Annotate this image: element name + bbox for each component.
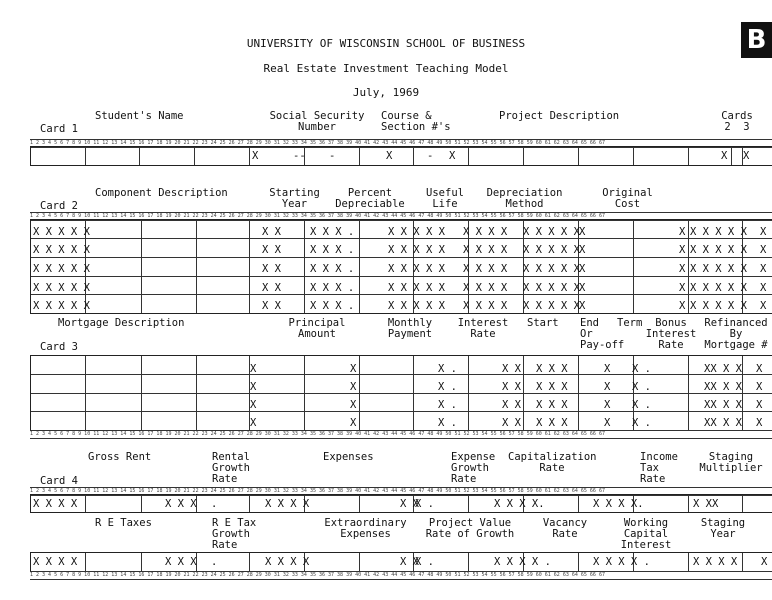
income-tax-marks: X X X X.	[593, 498, 644, 510]
header-expenses: Expenses	[323, 451, 374, 463]
card2-row-1-field-g: X X X X X	[523, 226, 580, 238]
header-principal-amount: Principal Amount	[288, 317, 346, 340]
re-tax-growth-marks: X X X	[165, 556, 197, 568]
card3-row-4-field-t: X .	[632, 417, 651, 429]
gross-rent-marks: X X X X	[33, 498, 78, 510]
header-start: Start	[527, 317, 559, 329]
card2-row-2-field-d: X X X	[388, 244, 420, 256]
card2-row-4-field-j: X X X X X	[690, 282, 747, 294]
card2-row-5-field-g: X X X X X	[523, 300, 580, 312]
card2-row-4-field-i: X	[679, 282, 686, 294]
header-student-name: Student's Name	[95, 110, 184, 122]
card3-row-3-field-s: X X X	[536, 399, 568, 411]
re-tax-growth-decimal: .	[211, 556, 218, 568]
card2-row-5-field-i: X	[679, 300, 686, 312]
header-income-tax-rate: Income Tax Rate	[640, 451, 678, 485]
card2-row-2-field-k: X	[760, 244, 767, 256]
header-useful-life: Useful Life	[426, 187, 464, 210]
card1-column-scale: 1 2 3 4 5 6 7 8 9 10 11 12 13 14 15 16 17 18 19 20 21 22 23 24 25 26 27 28 29 30 31 32 33 34 35 36 37 38 39 40 41 42 43 44 45 46 47 48 49 50 51 52 53 54 55 56 57 58 59 60 61 62 63 64 65 66 67	[30, 139, 772, 148]
card3-row-1-field-t: X .	[632, 363, 651, 375]
card2-row-3-field-d: X X X	[388, 263, 420, 275]
card3-row-2-field-r: XX X X	[704, 381, 742, 393]
extraordinary-end-marks: X X	[400, 556, 419, 568]
header-refinanced-by: Refinanced By Mortgage #	[704, 317, 768, 351]
card2-row-2-field-i: X	[679, 244, 686, 256]
card3-row-4-field-s: X X X	[536, 417, 568, 429]
card2-row-4-field-b: X X	[262, 282, 281, 294]
card3-grid	[30, 355, 772, 431]
card2-row-2-field-e: X X	[426, 244, 445, 256]
card3-row-4-field-r: XX X X	[704, 417, 742, 429]
card1-grid	[30, 146, 772, 166]
card3-row-2-field-m: X .	[438, 381, 457, 393]
card3-row-3-field-t: X .	[632, 399, 651, 411]
card2-row-1-field-a: X X X X X	[33, 226, 90, 238]
course-mark-2: -	[427, 150, 434, 162]
header-rental-growth-rate: Rental Growth Rate	[212, 451, 250, 485]
card2-row-4-field-h: X	[579, 282, 586, 294]
card2-row-5-field-b: X X	[262, 300, 281, 312]
card2-row-3-field-a: X X X X X	[33, 263, 90, 275]
card2-row-5-field-k: X	[760, 300, 767, 312]
card3-row-4-field-m: X .	[438, 417, 457, 429]
card2-row-4-field-c: X X X .	[310, 282, 355, 294]
header-re-tax-growth-rate: R E Tax Growth Rate	[212, 517, 257, 551]
card2-row-5-field-e: X X	[426, 300, 445, 312]
header-capitalization-rate: Capitalization Rate	[508, 451, 597, 474]
card3-row-1-field-z: X	[756, 363, 763, 375]
header-working-capital-interest: Working Capital Interest	[620, 517, 672, 551]
card2-row-5-field-f: X X X X	[463, 300, 508, 312]
card4-grid-top	[30, 494, 772, 513]
card3-mark: X	[743, 150, 750, 162]
card2-row-1-field-f: X X X X	[463, 226, 508, 238]
card3-row-2-field-t: X .	[632, 381, 651, 393]
model-title: Real Estate Investment Teaching Model	[263, 62, 509, 75]
header-depreciation-method: Depreciation Method	[486, 187, 563, 210]
card3-row-3-field-r: XX X X	[704, 399, 742, 411]
card3-row-4-field-e: X	[604, 417, 611, 429]
expense-growth-marks: X .	[415, 498, 434, 510]
header-bonus-interest-rate: Bonus Interest Rate	[645, 317, 697, 351]
card3-row-2-field-z: X	[756, 381, 763, 393]
card3-row-1-field-s: X X X	[536, 363, 568, 375]
card2-row-2-field-b: X X	[262, 244, 281, 256]
card4-column-scale-top: 1 2 3 4 5 6 7 8 9 10 11 12 13 14 15 16 17 18 19 20 21 22 23 24 25 26 27 28 29 30 31 32 33 34 35 36 37 38 39 40 41 42 43 44 45 46 47 48 49 50 51 52 53 54 55 56 57 58 59 60 61 62 63 64 65 66 67	[30, 487, 772, 496]
card2-row-2-field-h: X	[579, 244, 586, 256]
card3-row-3-field-p2: X	[350, 399, 357, 411]
header-project-value-growth: Project Value Rate of Growth	[425, 517, 515, 540]
card2-mark: X	[721, 150, 728, 162]
staging-multiplier-marks: X XX	[693, 498, 719, 510]
header-term: Term	[617, 317, 643, 329]
rental-growth-marks: X X X	[165, 498, 197, 510]
ssn-mark-3: -	[329, 150, 336, 162]
card4-column-scale-bottom: 1 2 3 4 5 6 7 8 9 10 11 12 13 14 15 16 17 18 19 20 21 22 23 24 25 26 27 28 29 30 31 32 33 34 35 36 37 38 39 40 41 42 43 44 45 46 47 48 49 50 51 52 53 54 55 56 57 58 59 60 61 62 63 64 65 66 67	[30, 571, 772, 580]
header-ssn: Social Security Number	[269, 110, 365, 133]
header-end-payoff: End Or Pay-off	[580, 317, 625, 351]
card3-row-4-field-p1: X	[250, 417, 257, 429]
card2-row-4-field-f: X X X X	[463, 282, 508, 294]
card2-row-5-field-h: X	[579, 300, 586, 312]
card3-row-2-field-p2: X	[350, 381, 357, 393]
re-taxes-marks: X X X X	[33, 556, 78, 568]
card3-row-2-field-e: X	[604, 381, 611, 393]
header-interest-rate: Interest Rate	[457, 317, 509, 340]
card2-row-5-field-a: X X X X X	[33, 300, 90, 312]
card2-row-1-field-h: X	[579, 226, 586, 238]
card2-row-1-field-e: X X	[426, 226, 445, 238]
header-re-taxes: R E Taxes	[95, 517, 152, 529]
card3-row-2-field-s: X X X	[536, 381, 568, 393]
capitalization-marks: X X X X.	[494, 498, 545, 510]
card2-row-1-field-d: X X X	[388, 226, 420, 238]
header-extraordinary-expenses: Extraordinary Expenses	[324, 517, 407, 540]
extraordinary-marks: X X X X	[265, 556, 310, 568]
ssn-mark-2: --	[293, 150, 306, 162]
staging-year-end-mark: X	[761, 556, 768, 568]
card2-row-3-field-c: X X X .	[310, 263, 355, 275]
card2-row-3-field-g: X X X X X	[523, 263, 580, 275]
card4-grid-bottom	[30, 552, 772, 572]
card2-row-3-field-f: X X X X	[463, 263, 508, 275]
card2-label: Card 2	[40, 200, 78, 212]
header-percent-depreciable: Percent Depreciable	[335, 187, 405, 210]
header-starting-year: Starting Year	[269, 187, 320, 210]
card3-row-4-field-p2: X	[350, 417, 357, 429]
card3-row-3-field-p1: X	[250, 399, 257, 411]
header-course-section: Course & Section #'s	[381, 110, 451, 133]
card3-label: Card 3	[40, 341, 78, 353]
card2-row-1-field-j: X X X X X	[690, 226, 747, 238]
card3-row-1-field-p2: X	[350, 363, 357, 375]
project-value-marks: X .	[415, 556, 434, 568]
header-gross-rent: Gross Rent	[88, 451, 152, 463]
card3-row-4-field-z: X	[756, 417, 763, 429]
card2-row-1-field-b: X X	[262, 226, 281, 238]
card2-row-5-field-j: X X X X X	[690, 300, 747, 312]
expenses-end-marks: X X	[400, 498, 419, 510]
card2-row-2-field-a: X X X X X	[33, 244, 90, 256]
card4-label: Card 4	[40, 475, 78, 487]
card2-row-2-field-g: X X X X X	[523, 244, 580, 256]
card3-row-2-field-i: X X	[502, 381, 521, 393]
card2-row-4-field-g: X X X X X	[523, 282, 580, 294]
logo	[741, 22, 772, 58]
expenses-marks: X X X X	[265, 498, 310, 510]
header-cards: Cards 2 3	[721, 110, 753, 133]
card2-row-3-field-i: X	[679, 263, 686, 275]
card2-row-2-field-f: X X X X	[463, 244, 508, 256]
card3-row-1-field-p1: X	[250, 363, 257, 375]
document-date: July, 1969	[352, 86, 420, 99]
card3-row-4-field-i: X X	[502, 417, 521, 429]
card3-row-2-field-p1: X	[250, 381, 257, 393]
card2-row-3-field-e: X X	[426, 263, 445, 275]
card2-row-1-field-c: X X X .	[310, 226, 355, 238]
header-mortgage-description: Mortgage Description	[58, 317, 185, 329]
course-mark-3: X	[449, 150, 456, 162]
school-title: UNIVERSITY OF WISCONSIN SCHOOL OF BUSINESS	[246, 37, 526, 50]
card2-row-3-field-b: X X	[262, 263, 281, 275]
card2-row-4-field-e: X X	[426, 282, 445, 294]
card2-row-5-field-d: X X X	[388, 300, 420, 312]
card3-row-1-field-i: X X	[502, 363, 521, 375]
card3-column-scale: 1 2 3 4 5 6 7 8 9 10 11 12 13 14 15 16 17 18 19 20 21 22 23 24 25 26 27 28 29 30 31 32 33 34 35 36 37 38 39 40 41 42 43 44 45 46 47 48 49 50 51 52 53 54 55 56 57 58 59 60 61 62 63 64 65 66 67	[30, 430, 772, 439]
header-monthly-payment: Monthly Payment	[387, 317, 433, 340]
card2-row-5-field-c: X X X .	[310, 300, 355, 312]
working-capital-marks: X X X X .	[593, 556, 650, 568]
ssn-mark-1: X	[252, 150, 259, 162]
card2-row-4-field-d: X X X	[388, 282, 420, 294]
card3-row-3-field-z: X	[756, 399, 763, 411]
card2-row-3-field-j: X X X X X	[690, 263, 747, 275]
rental-growth-decimal: .	[211, 498, 218, 510]
header-component-description: Component Description	[95, 187, 228, 199]
card2-row-3-field-k: X	[760, 263, 767, 275]
card2-row-4-field-a: X X X X X	[33, 282, 90, 294]
course-mark-1: X	[386, 150, 393, 162]
header-expense-growth-rate: Expense Growth Rate	[451, 451, 496, 485]
card3-row-3-field-e: X	[604, 399, 611, 411]
card2-row-1-field-k: X	[760, 226, 767, 238]
card3-row-1-field-e: X	[604, 363, 611, 375]
logo-letter: B	[746, 25, 767, 55]
card3-row-3-field-m: X .	[438, 399, 457, 411]
card2-row-1-field-i: X	[679, 226, 686, 238]
card2-row-3-field-h: X	[579, 263, 586, 275]
card2-row-4-field-k: X	[760, 282, 767, 294]
header-staging-multiplier: Staging Multiplier	[699, 451, 763, 474]
card2-row-2-field-j: X X X X X	[690, 244, 747, 256]
card1-label: Card 1	[40, 123, 78, 135]
card2-row-2-field-c: X X X .	[310, 244, 355, 256]
card3-row-1-field-r: XX X X	[704, 363, 742, 375]
header-project-description: Project Description	[499, 110, 620, 122]
vacancy-marks: X X X X .	[494, 556, 551, 568]
header-original-cost: Original Cost	[602, 187, 653, 210]
card2-column-scale: 1 2 3 4 5 6 7 8 9 10 11 12 13 14 15 16 17 18 19 20 21 22 23 24 25 26 27 28 29 30 31 32 33 34 35 36 37 38 39 40 41 42 43 44 45 46 47 48 49 50 51 52 53 54 55 56 57 58 59 60 61 62 63 64 65 66 67	[30, 212, 772, 221]
staging-year-marks: X X X X	[693, 556, 738, 568]
card3-row-3-field-i: X X	[502, 399, 521, 411]
header-staging-year: Staging Year	[700, 517, 746, 540]
header-vacancy-rate: Vacancy Rate	[542, 517, 588, 540]
card3-row-1-field-m: X .	[438, 363, 457, 375]
